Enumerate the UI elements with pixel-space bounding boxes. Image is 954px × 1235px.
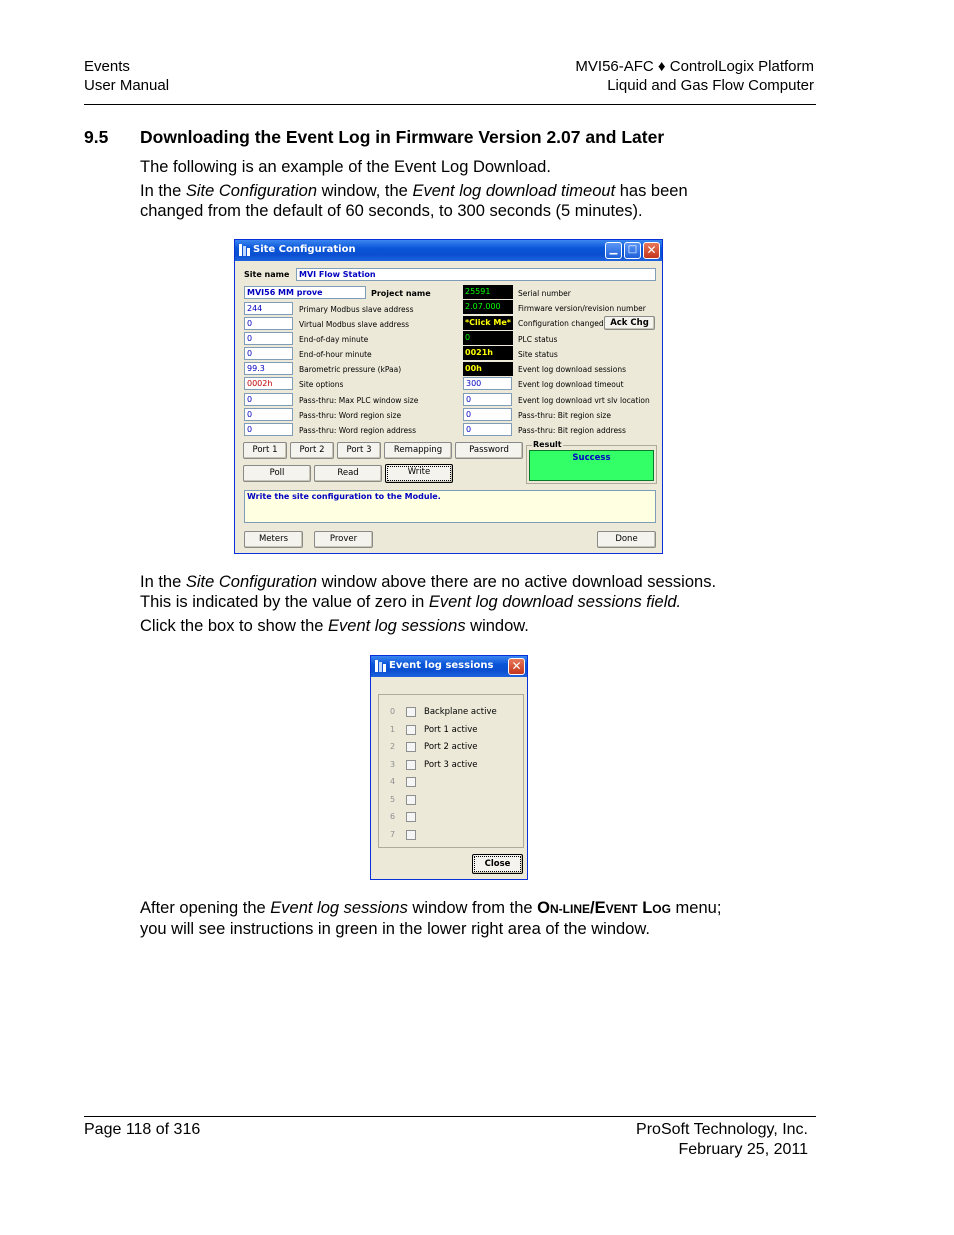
- done-button[interactable]: Done: [597, 531, 656, 548]
- text-italic: Site Configuration: [185, 573, 318, 591]
- text-run: In the: [140, 573, 186, 591]
- session-number: 1: [390, 725, 396, 734]
- menu-text: O: [537, 899, 550, 917]
- text-run: In the: [140, 182, 186, 200]
- ack-chg-button[interactable]: Ack Chg: [604, 316, 655, 330]
- text-italic: Event log sessions: [328, 617, 466, 635]
- text-italic: Site Configuration: [185, 182, 318, 200]
- text-run: Click the box to show the: [140, 617, 329, 635]
- virtual-slave-address-label: Virtual Modbus slave address: [299, 320, 410, 329]
- session-label: Backplane active: [424, 707, 497, 717]
- session-number: 7: [390, 830, 396, 839]
- serial-number-label: Serial number: [518, 289, 571, 298]
- session-label: Port 3 active: [424, 760, 478, 770]
- site-config-title: Site Configuration: [253, 244, 356, 255]
- barometric-pressure-label: Barometric pressure (kPaa): [299, 365, 402, 374]
- serial-number-value: 25591: [463, 285, 513, 299]
- page-number: Page 118 of 316: [84, 1121, 201, 1138]
- session-number: 0: [390, 707, 396, 716]
- bit-region-size-label: Pass-thru: Bit region size: [518, 411, 611, 420]
- footer-rule: [84, 1116, 816, 1117]
- sessions-group: [378, 694, 524, 848]
- header-product-sub: Liquid and Gas Flow Computer: [607, 77, 814, 94]
- password-button[interactable]: Password: [455, 442, 523, 459]
- max-plc-window-label: Pass-thru: Max PLC window size: [299, 396, 419, 405]
- paragraph-after-opening: [140, 898, 800, 939]
- primary-slave-address-input[interactable]: 244: [244, 302, 293, 315]
- bit-region-address-label: Pass-thru: Bit region address: [518, 426, 626, 435]
- port-2-button[interactable]: Port 2: [290, 442, 334, 459]
- text-run: has been: [615, 182, 688, 200]
- site-config-titlebar[interactable]: [235, 240, 662, 261]
- text-italic: Event log download timeout: [412, 182, 616, 200]
- text-run: This is indicated by the value of zero in: [140, 593, 429, 611]
- session-checkbox[interactable]: [406, 795, 416, 805]
- paragraph-site-config: [140, 181, 780, 221]
- end-of-day-minute-label: End-of-day minute: [299, 335, 369, 344]
- session-label: Port 2 active: [424, 742, 478, 752]
- session-checkbox[interactable]: [406, 830, 416, 840]
- event-log-sessions-window: [370, 655, 528, 880]
- maximize-icon[interactable]: □: [624, 242, 641, 259]
- menu-text: VENT: [605, 902, 638, 916]
- session-label: Port 1 active: [424, 725, 478, 735]
- event-sessions-title: Event log sessions: [389, 660, 494, 671]
- configuration-changed-value[interactable]: *Click Me*: [463, 316, 513, 330]
- menu-path: [537, 899, 671, 917]
- write-button[interactable]: Write: [385, 464, 453, 483]
- firmware-version-value: 2.07.000: [463, 300, 513, 314]
- header-right: [575, 57, 814, 95]
- menu-text: L: [637, 899, 653, 917]
- word-region-address-input[interactable]: 0: [244, 423, 293, 436]
- text-run: window, the: [317, 182, 413, 200]
- section-number: 9.5: [84, 127, 109, 147]
- site-options-input[interactable]: 0002h: [244, 377, 293, 390]
- port-3-button[interactable]: Port 3: [337, 442, 381, 459]
- section-title: Downloading the Event Log in Firmware Version 2.07 and Later: [140, 127, 665, 147]
- session-checkbox[interactable]: [406, 742, 416, 752]
- session-checkbox[interactable]: [406, 707, 416, 717]
- session-number: 6: [390, 812, 396, 821]
- header-rule: [84, 104, 816, 105]
- session-number: 2: [390, 742, 396, 751]
- bit-region-size-input[interactable]: 0: [463, 408, 512, 421]
- remapping-button[interactable]: Remapping: [384, 442, 452, 459]
- site-status-value: 0021h: [463, 346, 513, 360]
- virtual-slave-address-input[interactable]: 0: [244, 317, 293, 330]
- configuration-changed-label: Configuration changed: [518, 319, 604, 328]
- firmware-version-label: Firmware version/revision number: [518, 304, 646, 313]
- close-icon[interactable]: ✕: [643, 242, 660, 259]
- text-line: you will see instructions in green in the lower right area of the window.: [140, 920, 650, 938]
- paragraph-click-box: [140, 616, 529, 636]
- close-button[interactable]: Close: [472, 854, 523, 874]
- site-options-label: Site options: [299, 380, 344, 389]
- text-run: window above there are no active download sessions.: [317, 573, 717, 591]
- app-icon: [375, 660, 386, 672]
- header-left: [84, 57, 169, 95]
- footer-right: [636, 1120, 808, 1160]
- event-log-download-timeout-label: Event log download timeout: [518, 380, 624, 389]
- site-name-input[interactable]: MVI Flow Station: [296, 268, 656, 281]
- paragraph-no-sessions: [140, 572, 800, 612]
- text-line: changed from the default of 60 seconds, to 300 seconds (5 minutes).: [140, 202, 643, 220]
- project-name-label: Project name: [371, 289, 431, 298]
- menu-text: /: [590, 899, 595, 917]
- event-log-download-timeout-input[interactable]: 300: [463, 377, 512, 390]
- end-of-hour-minute-label: End-of-hour minute: [299, 350, 372, 359]
- plc-status-value: 0: [463, 331, 513, 345]
- footer-date: February 25, 2011: [678, 1141, 808, 1158]
- minimize-icon[interactable]: ▁: [605, 242, 622, 259]
- session-checkbox[interactable]: [406, 777, 416, 787]
- text-italic: Event log download sessions field.: [428, 593, 682, 611]
- footer-company: ProSoft Technology, Inc.: [636, 1121, 808, 1138]
- event-log-download-sessions-label: Event log download sessions: [518, 365, 627, 374]
- result-value: Success: [529, 450, 654, 481]
- result-group-label: Result: [533, 440, 562, 449]
- event-log-vrt-slv-location-input[interactable]: 0: [463, 393, 512, 406]
- event-log-download-sessions-value[interactable]: 00h: [463, 362, 513, 376]
- word-region-size-label: Pass-thru: Word region size: [299, 411, 402, 420]
- menu-text: OG: [652, 902, 671, 916]
- read-button[interactable]: Read: [314, 465, 382, 482]
- menu-text: N-LINE: [550, 902, 590, 916]
- text-run: menu;: [670, 899, 722, 917]
- event-log-vrt-slv-location-label: Event log download vrt slv location: [518, 396, 650, 405]
- site-configuration-window: [234, 239, 663, 554]
- header-section: Events: [84, 58, 130, 75]
- close-icon[interactable]: ✕: [508, 658, 525, 675]
- app-icon: [239, 244, 250, 256]
- prover-button[interactable]: Prover: [314, 531, 373, 548]
- port-1-button[interactable]: Port 1: [243, 442, 287, 459]
- menu-text: E: [594, 899, 606, 917]
- end-of-hour-minute-input[interactable]: 0: [244, 347, 293, 360]
- status-message: Write the site configuration to the Module.: [244, 490, 656, 523]
- session-number: 5: [390, 795, 396, 804]
- paragraph-intro: The following is an example of the Event Log Download.: [140, 158, 551, 176]
- meters-button[interactable]: Meters: [244, 531, 303, 548]
- word-region-size-input[interactable]: 0: [244, 408, 293, 421]
- word-region-address-label: Pass-thru: Word region address: [299, 426, 416, 435]
- project-name-input[interactable]: MVI56 MM prove: [244, 286, 366, 299]
- site-name-label: Site name: [244, 270, 290, 279]
- site-status-label: Site status: [518, 350, 558, 359]
- session-number: 4: [390, 777, 396, 786]
- bit-region-address-input[interactable]: 0: [463, 423, 512, 436]
- plc-status-label: PLC status: [518, 335, 558, 344]
- barometric-pressure-input[interactable]: 99.3: [244, 362, 293, 375]
- text-italic: Event log sessions: [270, 899, 408, 917]
- session-checkbox[interactable]: [406, 812, 416, 822]
- text-run: After opening the: [140, 899, 271, 917]
- session-checkbox[interactable]: [406, 760, 416, 770]
- max-plc-window-input[interactable]: 0: [244, 393, 293, 406]
- session-number: 3: [390, 760, 396, 769]
- session-checkbox[interactable]: [406, 725, 416, 735]
- header-product: MVI56-AFC ♦ ControlLogix Platform: [575, 58, 814, 75]
- poll-button[interactable]: Poll: [243, 465, 311, 482]
- event-sessions-titlebar[interactable]: [371, 656, 527, 677]
- end-of-day-minute-input[interactable]: 0: [244, 332, 293, 345]
- text-run: window from the: [407, 899, 538, 917]
- primary-slave-address-label: Primary Modbus slave address: [299, 305, 414, 314]
- text-run: window.: [465, 617, 529, 635]
- header-doc-type: User Manual: [84, 77, 170, 94]
